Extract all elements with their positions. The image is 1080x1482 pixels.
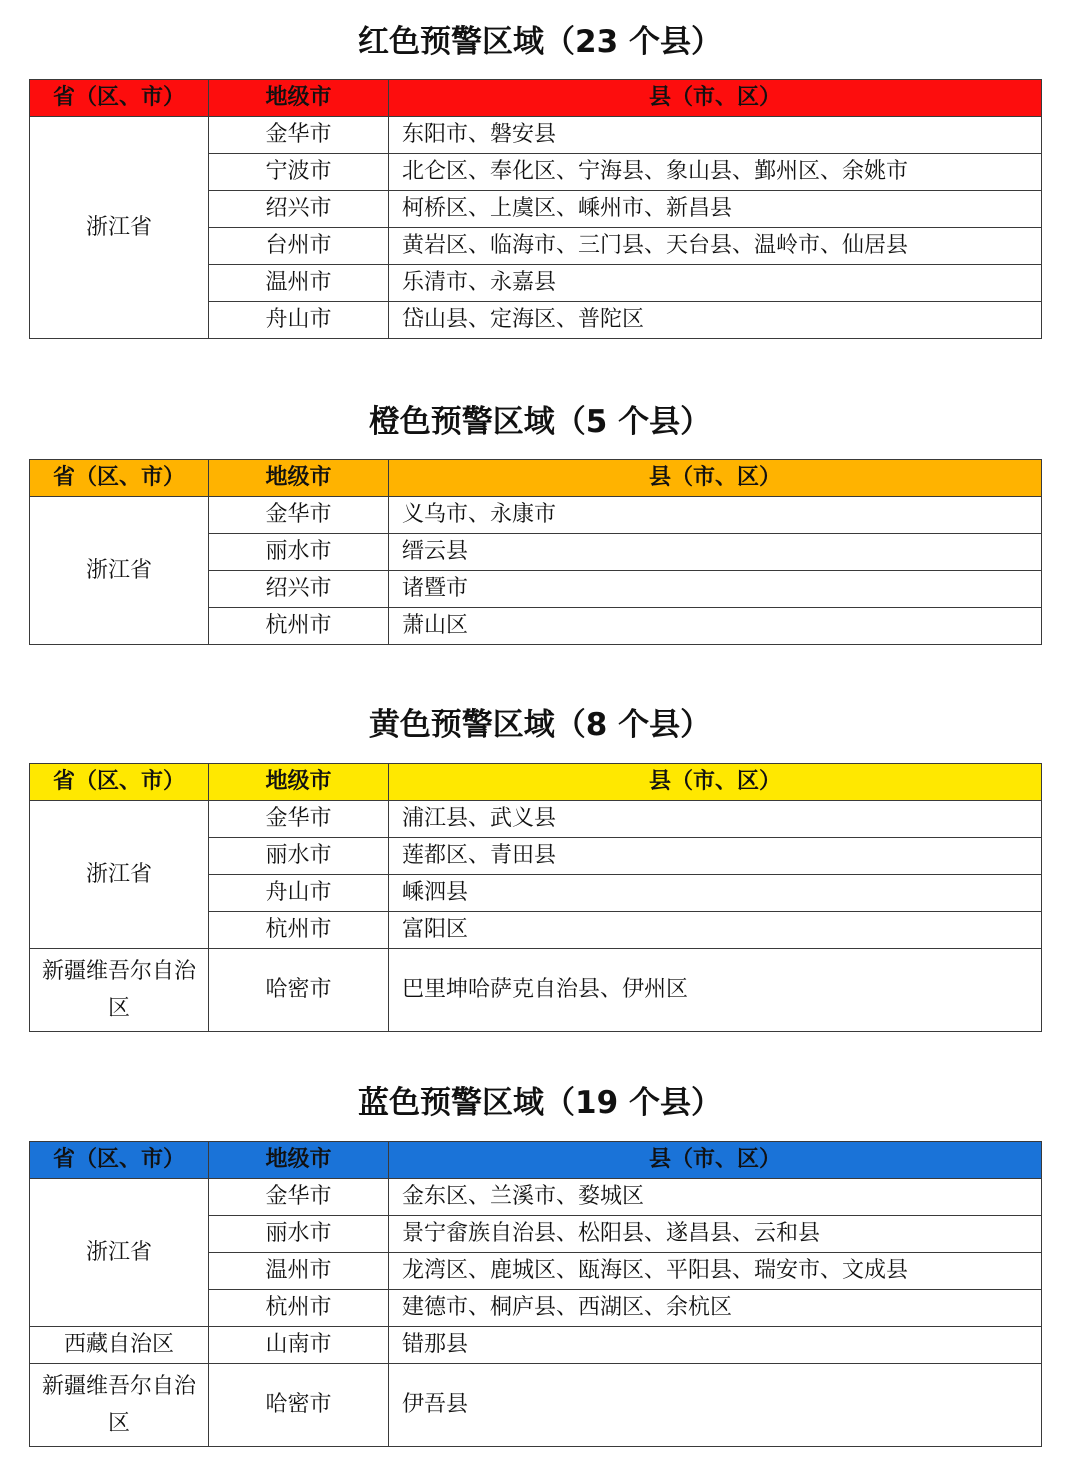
- city-cell: 山南市: [209, 1327, 389, 1364]
- city-cell: 哈密市: [209, 1364, 389, 1447]
- counties-cell: 乐清市、永嘉县: [389, 265, 1042, 302]
- header-province: 省（区、市）: [30, 1142, 209, 1179]
- counties-cell: 缙云县: [389, 534, 1042, 571]
- counties-cell: 柯桥区、上虞区、嵊州市、新昌县: [389, 191, 1042, 228]
- city-cell: 舟山市: [209, 302, 389, 339]
- counties-cell: 龙湾区、鹿城区、瓯海区、平阳县、瑞安市、文成县: [389, 1253, 1042, 1290]
- counties-cell: 景宁畲族自治县、松阳县、遂昌县、云和县: [389, 1216, 1042, 1253]
- header-city: 地级市: [209, 764, 389, 801]
- table-row: [30, 1327, 1042, 1364]
- province-cell: 浙江省: [30, 117, 209, 339]
- city-cell: 杭州市: [209, 912, 389, 949]
- header-province: 省（区、市）: [30, 764, 209, 801]
- counties-cell: 诸暨市: [389, 571, 1042, 608]
- header-county: 县（市、区）: [389, 764, 1042, 801]
- counties-cell: 萧山区: [389, 608, 1042, 645]
- section-title-red: 红色预警区域（23 个县）: [358, 24, 722, 60]
- city-cell: 丽水市: [209, 1216, 389, 1253]
- counties-cell: 黄岩区、临海市、三门县、天台县、温岭市、仙居县: [389, 228, 1042, 265]
- counties-cell: 伊吾县: [389, 1364, 1042, 1447]
- province-cell: 浙江省: [30, 801, 209, 949]
- city-cell: 温州市: [209, 1253, 389, 1290]
- section-title-blue: 蓝色预警区域（19 个县）: [358, 1085, 722, 1121]
- table-row: [30, 1364, 1042, 1447]
- table-row: [30, 497, 1042, 534]
- section-title-orange: 橙色预警区域（5 个县）: [368, 404, 712, 440]
- city-cell: 金华市: [209, 801, 389, 838]
- counties-cell: 莲都区、青田县: [389, 838, 1042, 875]
- warning-table-blue: [29, 1141, 1042, 1447]
- header-city: 地级市: [209, 80, 389, 117]
- city-cell: 温州市: [209, 265, 389, 302]
- warning-table-orange: [29, 459, 1042, 645]
- header-county: 县（市、区）: [389, 80, 1042, 117]
- counties-cell: 东阳市、磐安县: [389, 117, 1042, 154]
- counties-cell: 金东区、兰溪市、婺城区: [389, 1179, 1042, 1216]
- counties-cell: 义乌市、永康市: [389, 497, 1042, 534]
- province-cell: 西藏自治区: [30, 1327, 209, 1364]
- table-header: [30, 80, 1042, 117]
- header-city: 地级市: [209, 1142, 389, 1179]
- table-header: [30, 764, 1042, 801]
- city-cell: 金华市: [209, 117, 389, 154]
- counties-cell: 富阳区: [389, 912, 1042, 949]
- city-cell: 杭州市: [209, 1290, 389, 1327]
- warning-table-red: [29, 79, 1042, 339]
- city-cell: 丽水市: [209, 534, 389, 571]
- table-row: [30, 1179, 1042, 1216]
- city-cell: 丽水市: [209, 838, 389, 875]
- header-county: 县（市、区）: [389, 1142, 1042, 1179]
- city-cell: 金华市: [209, 1179, 389, 1216]
- counties-cell: 错那县: [389, 1327, 1042, 1364]
- warning-table-yellow: [29, 763, 1042, 1032]
- city-cell: 宁波市: [209, 154, 389, 191]
- city-cell: 金华市: [209, 497, 389, 534]
- header-province: 省（区、市）: [30, 80, 209, 117]
- province-cell: 新疆维吾尔自治区: [30, 1364, 209, 1447]
- counties-cell: 巴里坤哈萨克自治县、伊州区: [389, 949, 1042, 1032]
- city-cell: 绍兴市: [209, 191, 389, 228]
- header-county: 县（市、区）: [389, 460, 1042, 497]
- city-cell: 台州市: [209, 228, 389, 265]
- province-cell: 浙江省: [30, 497, 209, 645]
- city-cell: 哈密市: [209, 949, 389, 1032]
- counties-cell: 浦江县、武义县: [389, 801, 1042, 838]
- province-cell: 浙江省: [30, 1179, 209, 1327]
- city-cell: 舟山市: [209, 875, 389, 912]
- table-row: [30, 801, 1042, 838]
- header-city: 地级市: [209, 460, 389, 497]
- table-row: [30, 117, 1042, 154]
- province-cell: 新疆维吾尔自治区: [30, 949, 209, 1032]
- table-header: [30, 1142, 1042, 1179]
- city-cell: 杭州市: [209, 608, 389, 645]
- table-row: [30, 949, 1042, 1032]
- counties-cell: 嵊泗县: [389, 875, 1042, 912]
- counties-cell: 北仑区、奉化区、宁海县、象山县、鄞州区、余姚市: [389, 154, 1042, 191]
- section-title-yellow: 黄色预警区域（8 个县）: [368, 707, 712, 743]
- city-cell: 绍兴市: [209, 571, 389, 608]
- counties-cell: 岱山县、定海区、普陀区: [389, 302, 1042, 339]
- table-header: [30, 460, 1042, 497]
- counties-cell: 建德市、桐庐县、西湖区、余杭区: [389, 1290, 1042, 1327]
- header-province: 省（区、市）: [30, 460, 209, 497]
